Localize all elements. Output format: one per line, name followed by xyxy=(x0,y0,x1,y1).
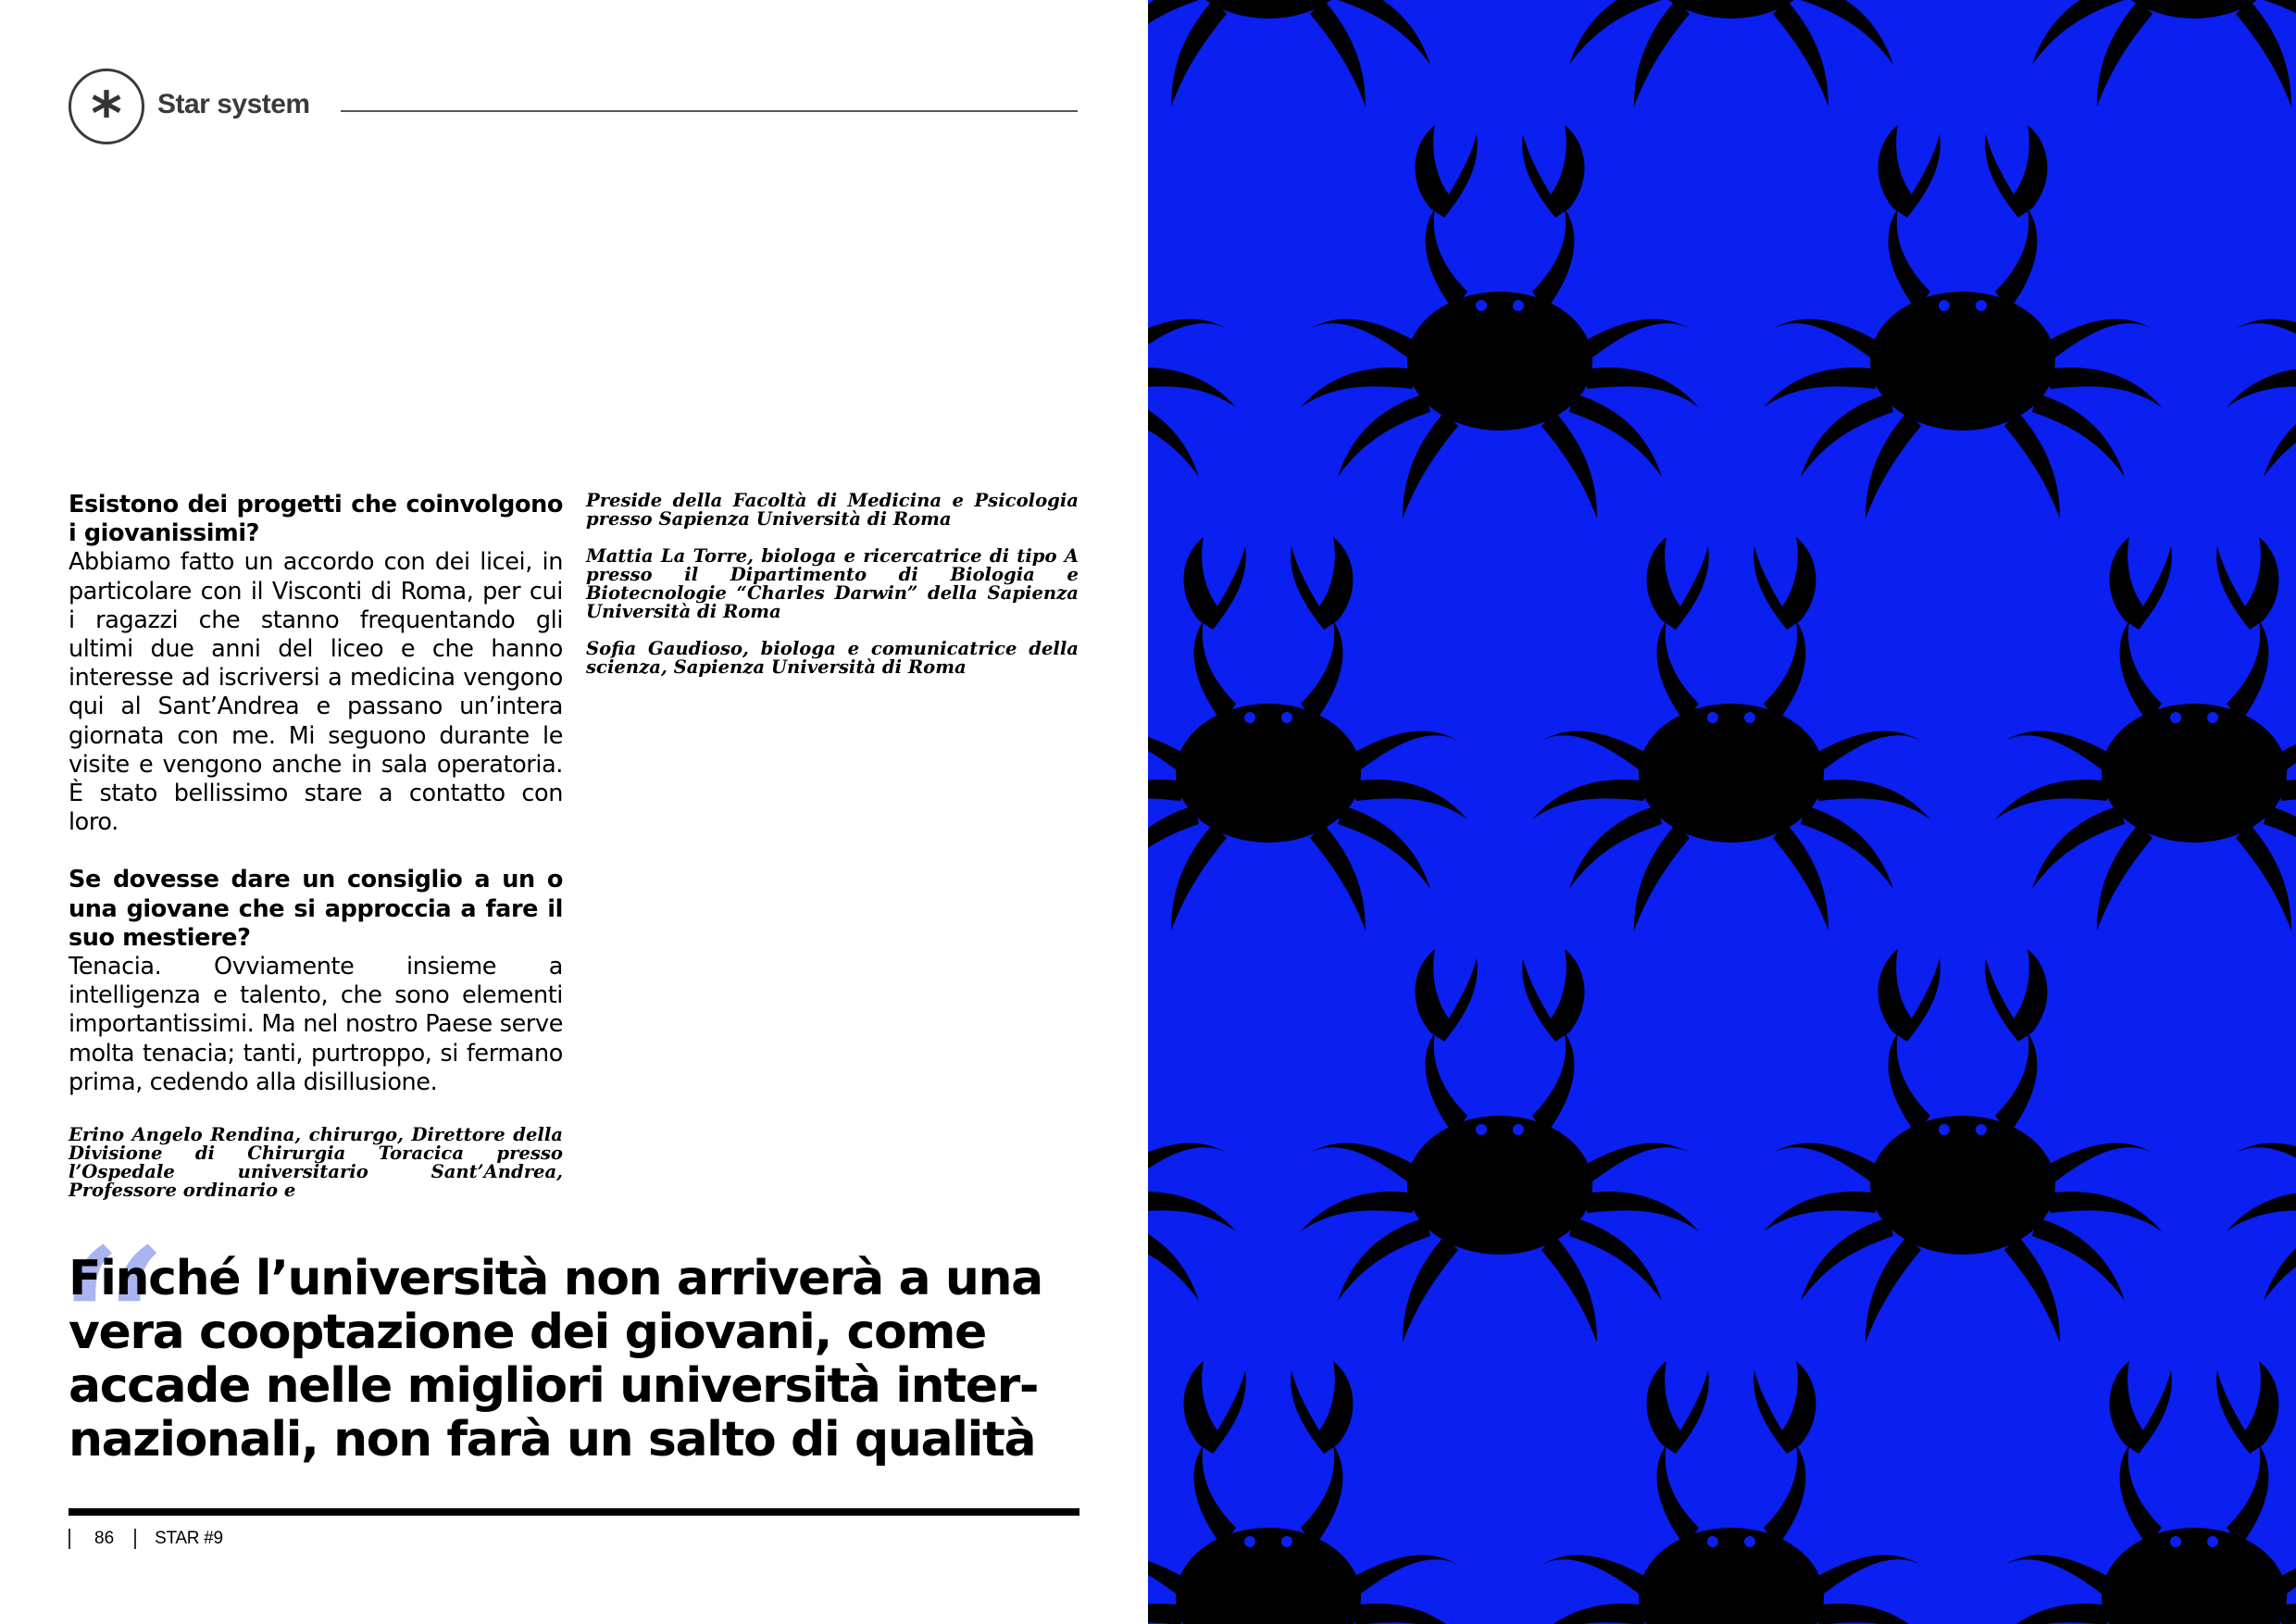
crab-illustration xyxy=(1148,0,2296,1624)
author-bio-1-continued: Preside della Facoltà di Medicina e Psicologia presso Sapienza Università di Roma xyxy=(586,490,1079,530)
answer-1: Abbiamo fatto un accordo con dei licei, in particolare con il Visconti di Roma, per cui i ragazzi che stanno frequentando gli ultimi due anni del liceo e che hanno interesse ad iscriversi a medicina vengono qui al Sant’Andrea e passano un’intera giornata con me. Mi seguono durante le visite e vengono anche in sala operatoria. È stato bellissimo stare a contatto con loro. xyxy=(69,548,563,837)
pull-quote-line: accade nelle migliori università inter- xyxy=(69,1358,1038,1414)
footer-rule xyxy=(69,1508,1079,1516)
author-bio-1: Erino Angelo Rendina, chirurgo, Direttore della Divisione di Chirurgia Toracica presso l’Ospedale universitario Sant’Andrea, Professore ordinario e xyxy=(69,1124,563,1202)
footer-divider xyxy=(134,1529,136,1549)
question-2: Se dovesse dare un consiglio a un o una giovane che si approccia a fare il suo mestiere? xyxy=(69,866,563,952)
right-text-column xyxy=(586,492,1079,695)
section-title: Star system xyxy=(157,89,310,119)
pull-quote-line: vera cooptazione dei giovani, come xyxy=(69,1305,986,1360)
quote-mark-icon: “ xyxy=(50,1201,168,1470)
question-1: Esistono dei progetti che coinvolgono i giovanissimi? xyxy=(69,491,563,548)
author-bio-3: Sofia Gaudioso, biologa e comunicatrice della scienza, Sapienza Università di Roma xyxy=(586,638,1079,678)
crab-pattern xyxy=(1148,0,2296,1624)
asterisk-logo-icon: * xyxy=(69,69,144,144)
page-number: 86 xyxy=(94,1529,115,1548)
page-footer xyxy=(69,1528,223,1550)
pull-quote-line: nazionali, non farà un salto di qualità xyxy=(69,1412,1036,1468)
header-rule xyxy=(341,110,1078,112)
pull-quote xyxy=(69,1252,1096,1467)
left-text-column xyxy=(69,491,563,1200)
author-bio-2: Mattia La Torre, biologa e ricercatrice di tipo A presso il Dipartimento di Biologia e Biotecnologie “Charles Darwin” della Sapienza Università di Roma xyxy=(586,545,1079,622)
pull-quote-line: Finché l’università non arriverà a una xyxy=(69,1251,1042,1306)
answer-2: Tenacia. Ovviamente insieme a intelligenza e talento, che sono elementi importantissimi. Ma nel nostro Paese serve molta tenacia; tanti, purtroppo, si fermano prima, cedendo alla disillusione. xyxy=(69,953,563,1096)
footer-divider xyxy=(69,1529,70,1549)
magazine-issue: STAR #9 xyxy=(155,1529,223,1548)
